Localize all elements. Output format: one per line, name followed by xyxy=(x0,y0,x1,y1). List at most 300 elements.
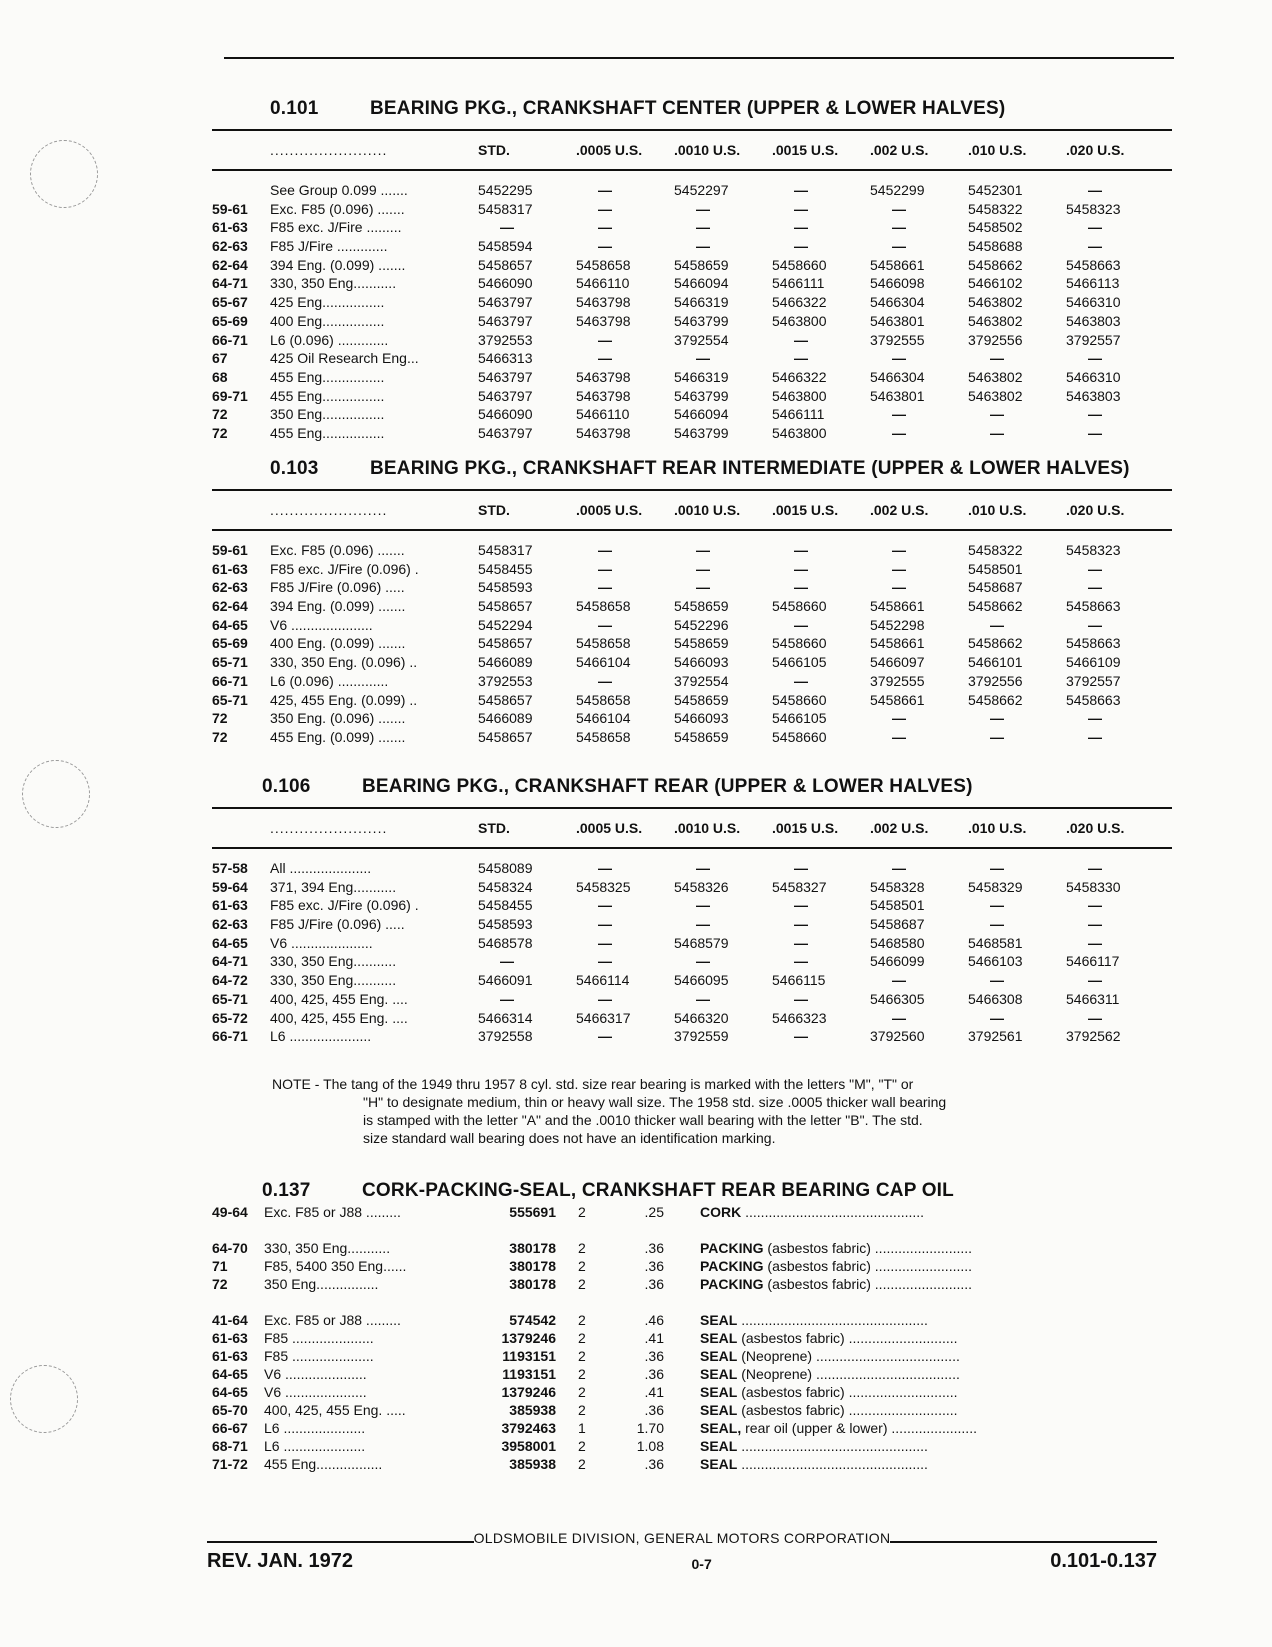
part-number-cell: 5463798 xyxy=(576,424,631,441)
part-number-cell: 5458662 xyxy=(968,635,1023,652)
table-row xyxy=(212,672,1172,691)
part-number-cell: 5466310 xyxy=(1066,294,1121,311)
price: .36 xyxy=(644,1258,664,1274)
part-number-cell: 3792557 xyxy=(1066,331,1121,348)
part-detail: (asbestos fabric) ............................ xyxy=(741,1330,958,1346)
application: 455 Eng. (0.099) ....... xyxy=(270,728,406,745)
application: 455 Eng................. xyxy=(264,1456,383,1472)
part-number: 380178 xyxy=(509,1240,556,1256)
part-number-cell: 5458502 xyxy=(968,219,1023,236)
table-row xyxy=(212,1009,1172,1028)
table-row xyxy=(212,331,1172,350)
model-years: 41-64 xyxy=(212,1312,248,1328)
price: .36 xyxy=(644,1456,664,1472)
part-number-cell: — xyxy=(598,616,612,633)
part-number-cell: 5458662 xyxy=(968,598,1023,615)
part-number-cell: — xyxy=(598,560,612,577)
section-number: 0.106 xyxy=(262,776,311,797)
part-number-cell: 5458659 xyxy=(674,256,729,273)
page-number: 0-7 xyxy=(691,1556,712,1572)
section-heading xyxy=(212,98,1172,119)
part-number-cell: 5466099 xyxy=(870,953,925,970)
table-row xyxy=(212,293,1172,312)
section-0-106 xyxy=(212,776,1172,1046)
part-number-cell: — xyxy=(794,897,808,914)
application: V6 ..................... xyxy=(270,616,373,633)
part-number-cell: — xyxy=(1088,238,1102,255)
part-number-cell: 3792555 xyxy=(870,672,925,689)
model-years: 64-65 xyxy=(212,1366,248,1382)
quantity: 2 xyxy=(578,1330,586,1346)
part-number-cell: — xyxy=(794,200,808,217)
part-number-cell: — xyxy=(598,542,612,558)
application: Exc. F85 (0.096) ....... xyxy=(270,542,405,558)
part-number-cell: 5466304 xyxy=(870,368,925,385)
model-years: 65-72 xyxy=(212,1009,248,1026)
part-number-cell: 5458329 xyxy=(968,878,1023,895)
parts-row xyxy=(212,1419,1172,1437)
model-years: 61-63 xyxy=(212,219,248,236)
part-number-cell: 5466090 xyxy=(478,275,533,292)
application: F85 ..................... xyxy=(264,1348,374,1364)
price: .46 xyxy=(644,1312,664,1328)
section-heading xyxy=(212,776,1172,797)
part-number-cell: 3792561 xyxy=(968,1028,1023,1045)
model-years: 61-63 xyxy=(212,560,248,577)
part-number-cell: 5466320 xyxy=(674,1009,729,1026)
application: 425 Oil Research Eng... xyxy=(270,350,419,367)
model-years: 65-70 xyxy=(212,1402,248,1418)
model-years: 65-71 xyxy=(212,990,248,1007)
parts-section-0-137 xyxy=(212,1180,1172,1473)
part-number-cell: 5466304 xyxy=(870,294,925,311)
part-number-cell: — xyxy=(1088,219,1102,236)
column-header: .010 U.S. xyxy=(968,502,1027,518)
part-number-cell: — xyxy=(990,350,1004,367)
part-number-cell: — xyxy=(892,406,906,423)
table-row xyxy=(212,616,1172,635)
column-header: .002 U.S. xyxy=(870,142,929,158)
part-number-cell: 5458659 xyxy=(674,691,729,708)
parts-row xyxy=(212,1329,1172,1347)
part-number-cell: 5466091 xyxy=(478,972,533,989)
model-years: 65-69 xyxy=(212,635,248,652)
note-line: NOTE - The tang of the 1949 thru 1957 8 cyl. std. size rear bearing is marked with the letters "M", "T" or xyxy=(272,1076,914,1092)
table-row xyxy=(212,181,1172,200)
part-number-cell: 5458089 xyxy=(478,860,533,876)
part-number-cell: — xyxy=(696,560,710,577)
application: 394 Eng. (0.099) ....... xyxy=(270,256,406,273)
table-row xyxy=(212,312,1172,331)
price: .36 xyxy=(644,1348,664,1364)
table-row xyxy=(212,728,1172,747)
part-number-cell: 5458660 xyxy=(772,598,827,615)
part-description xyxy=(700,1275,1170,1293)
part-name: PACKING xyxy=(700,1276,764,1292)
part-number-cell: — xyxy=(990,1009,1004,1026)
parts-row xyxy=(212,1311,1172,1329)
model-years: 72 xyxy=(212,710,228,727)
header-leader-dots: ........................ xyxy=(270,820,388,836)
table-row xyxy=(212,256,1172,275)
part-number-cell: 5458325 xyxy=(576,878,631,895)
model-years: 61-63 xyxy=(212,897,248,914)
part-number-cell: — xyxy=(794,182,808,198)
part-number-cell: 5458657 xyxy=(478,635,533,652)
part-number-cell: 5466098 xyxy=(870,275,925,292)
bearing-note xyxy=(272,1075,1152,1147)
part-number-cell: 5466102 xyxy=(968,275,1023,292)
part-number-cell: — xyxy=(1088,916,1102,933)
group-spacer xyxy=(212,1293,1172,1311)
part-detail: (asbestos fabric) ......................... xyxy=(767,1258,973,1274)
application: Exc. F85 or J88 ......... xyxy=(264,1312,401,1328)
part-detail: ................................................ xyxy=(741,1456,928,1472)
table-row xyxy=(212,990,1172,1009)
model-years: 62-64 xyxy=(212,598,248,615)
model-years: 66-71 xyxy=(212,1028,248,1045)
part-number-cell: 5468580 xyxy=(870,934,925,951)
part-number-cell: 5466109 xyxy=(1066,654,1121,671)
table-row xyxy=(212,896,1172,915)
part-number-cell: — xyxy=(500,953,514,970)
column-header: .002 U.S. xyxy=(870,502,929,518)
top-rule xyxy=(224,57,1174,59)
footer-company: OLDSMOBILE DIVISION, GENERAL MOTORS CORPORATION xyxy=(473,1530,891,1546)
table-row xyxy=(212,368,1172,387)
part-number-cell: 5463802 xyxy=(968,312,1023,329)
table-row xyxy=(212,709,1172,728)
column-header: STD. xyxy=(478,502,510,518)
part-number-cell: — xyxy=(794,331,808,348)
part-number-cell: — xyxy=(990,424,1004,441)
application: L6 (0.096) ............. xyxy=(270,672,389,689)
part-number-cell: 5458687 xyxy=(968,579,1023,596)
part-number-cell: 5458317 xyxy=(478,542,533,558)
part-number-cell: — xyxy=(990,406,1004,423)
part-number-cell: — xyxy=(892,728,906,745)
application: 330, 350 Eng........... xyxy=(270,275,397,292)
model-years: 68-71 xyxy=(212,1438,248,1454)
part-number: 574542 xyxy=(509,1312,556,1328)
part-number-cell: 5466114 xyxy=(576,972,630,989)
part-number-cell: 5458687 xyxy=(870,916,925,933)
part-number-cell: 5452296 xyxy=(674,616,729,633)
parts-list xyxy=(212,1203,1172,1473)
application: L6 (0.096) ............. xyxy=(270,331,389,348)
part-description xyxy=(700,1329,1170,1347)
model-years: 65-69 xyxy=(212,312,248,329)
table-row xyxy=(212,878,1172,897)
model-years: 69-71 xyxy=(212,387,248,404)
part-number-cell: — xyxy=(500,219,514,236)
application: Exc. F85 (0.096) ....... xyxy=(270,200,405,217)
model-years: 72 xyxy=(212,728,228,745)
application: 425 Eng................ xyxy=(270,294,385,311)
part-number-cell: — xyxy=(794,616,808,633)
section-0-101 xyxy=(212,98,1172,443)
part-number-cell: — xyxy=(892,542,906,558)
part-number-cell: 5466313 xyxy=(478,350,533,367)
part-name: SEAL xyxy=(700,1456,738,1472)
part-name: SEAL xyxy=(700,1438,738,1454)
part-number-cell: 5463800 xyxy=(772,387,827,404)
model-years: 59-61 xyxy=(212,542,248,558)
part-number-cell: 5458658 xyxy=(576,635,631,652)
column-header: .0010 U.S. xyxy=(674,142,741,158)
price: .36 xyxy=(644,1240,664,1256)
binder-hole xyxy=(30,140,98,208)
part-number-cell: 5463802 xyxy=(968,368,1023,385)
quantity: 2 xyxy=(578,1312,586,1328)
part-number-cell: 5452299 xyxy=(870,182,925,198)
model-years: 64-65 xyxy=(212,1384,248,1400)
part-number-cell: 5468581 xyxy=(968,934,1023,951)
quantity: 2 xyxy=(578,1276,586,1292)
part-number: 1379246 xyxy=(501,1384,556,1400)
table-row xyxy=(212,387,1172,406)
price: .41 xyxy=(644,1330,664,1346)
part-number-cell: 5466094 xyxy=(674,275,729,292)
part-number-cell: — xyxy=(598,916,612,933)
application: L6 ..................... xyxy=(264,1420,366,1436)
quantity: 2 xyxy=(578,1402,586,1418)
part-description xyxy=(700,1437,1170,1455)
application: 455 Eng................ xyxy=(270,424,385,441)
section-title: BEARING PKG., CRANKSHAFT REAR (UPPER & LOWER HALVES) xyxy=(362,776,973,797)
application: 400, 425, 455 Eng. .... xyxy=(270,1009,408,1026)
column-header: .020 U.S. xyxy=(1066,502,1125,518)
part-number-cell: — xyxy=(1088,560,1102,577)
application: See Group 0.099 ....... xyxy=(270,182,408,198)
part-number: 1193151 xyxy=(502,1366,556,1382)
part-number-cell: 5466311 xyxy=(1066,990,1120,1007)
part-number-cell: 5466117 xyxy=(1066,953,1120,970)
part-number-cell: — xyxy=(794,1028,808,1045)
part-number-cell: — xyxy=(990,728,1004,745)
header-leader-dots: ........................ xyxy=(270,142,388,158)
application: 455 Eng................ xyxy=(270,387,385,404)
model-years: 64-70 xyxy=(212,1240,248,1256)
part-number-cell: — xyxy=(892,350,906,367)
note-line: "H" to designate medium, thin or heavy wall size. The 1958 std. size .0005 thicker wall bearing xyxy=(363,1094,947,1110)
part-number-cell: 5466310 xyxy=(1066,368,1121,385)
footer-rule-left xyxy=(207,1541,474,1543)
part-description xyxy=(700,1401,1170,1419)
part-number-cell: — xyxy=(696,542,710,558)
part-number: 1193151 xyxy=(502,1348,556,1364)
part-number-cell: 5466089 xyxy=(478,710,533,727)
part-number-cell: — xyxy=(598,897,612,914)
price: 1.70 xyxy=(636,1420,664,1436)
part-number-cell: 5458593 xyxy=(478,579,533,596)
part-description xyxy=(700,1347,1170,1365)
part-number-cell: 5466094 xyxy=(674,406,729,423)
part-number-cell: 5458661 xyxy=(870,598,925,615)
price: .36 xyxy=(644,1402,664,1418)
parts-row xyxy=(212,1275,1172,1293)
part-number: 385938 xyxy=(509,1456,556,1472)
part-detail: (Neoprene) ..................................... xyxy=(741,1348,960,1364)
part-name: SEAL xyxy=(700,1312,738,1328)
section-number: 0.101 xyxy=(270,98,319,119)
parts-row xyxy=(212,1365,1172,1383)
part-number-cell: 5463797 xyxy=(478,312,533,329)
application: F85, 5400 350 Eng...... xyxy=(264,1258,407,1274)
price: .36 xyxy=(644,1276,664,1292)
application: 425, 455 Eng. (0.099) .. xyxy=(270,691,418,708)
part-name: SEAL xyxy=(700,1402,738,1418)
part-number-cell: — xyxy=(1088,897,1102,914)
part-number-cell: 5463798 xyxy=(576,312,631,329)
parts-row xyxy=(212,1401,1172,1419)
part-number-cell: — xyxy=(794,990,808,1007)
column-header: .020 U.S. xyxy=(1066,142,1125,158)
part-number-cell: — xyxy=(598,1028,612,1045)
section-number: 0.103 xyxy=(270,458,319,479)
application: F85 J/Fire (0.096) ..... xyxy=(270,579,405,596)
section-0-103 xyxy=(212,458,1172,747)
part-number-cell: 5463800 xyxy=(772,312,827,329)
part-number-cell: 5458663 xyxy=(1066,598,1121,615)
part-detail: ................................................ xyxy=(741,1438,928,1454)
part-detail: (asbestos fabric) ............................ xyxy=(741,1384,958,1400)
model-years: 62-64 xyxy=(212,256,248,273)
table-row xyxy=(212,634,1172,653)
price: .36 xyxy=(644,1366,664,1382)
part-number-cell: 5463799 xyxy=(674,424,729,441)
parts-row xyxy=(212,1203,1172,1221)
quantity: 2 xyxy=(578,1258,586,1274)
part-number-cell: 5466115 xyxy=(772,972,826,989)
part-name: SEAL xyxy=(700,1366,738,1382)
quantity: 2 xyxy=(578,1384,586,1400)
part-number-cell: — xyxy=(598,579,612,596)
table-row xyxy=(212,424,1172,443)
application: F85 exc. J/Fire ......... xyxy=(270,219,402,236)
quantity: 2 xyxy=(578,1348,586,1364)
column-header: STD. xyxy=(478,820,510,836)
model-years: 62-63 xyxy=(212,916,248,933)
part-number-cell: 5458323 xyxy=(1066,542,1121,558)
part-number-cell: — xyxy=(794,953,808,970)
part-number: 555691 xyxy=(509,1204,556,1220)
parts-row xyxy=(212,1383,1172,1401)
application: V6 ..................... xyxy=(270,934,373,951)
part-number-cell: — xyxy=(990,972,1004,989)
table-row xyxy=(212,597,1172,616)
part-number-cell: — xyxy=(892,219,906,236)
parts-row xyxy=(212,1437,1172,1455)
part-number-cell: 5458322 xyxy=(968,542,1023,558)
part-number-cell: — xyxy=(1088,406,1102,423)
application: Exc. F85 or J88 ......... xyxy=(264,1204,401,1220)
part-number: 3792463 xyxy=(501,1420,556,1436)
model-years: 64-71 xyxy=(212,953,248,970)
part-number-cell: — xyxy=(892,860,906,876)
model-years: 66-71 xyxy=(212,672,248,689)
part-number-cell: 5458661 xyxy=(870,256,925,273)
part-number-cell: 5463797 xyxy=(478,424,533,441)
part-number-cell: 5466111 xyxy=(772,406,825,423)
part-number-cell: — xyxy=(892,972,906,989)
part-number-cell: 3792554 xyxy=(674,672,729,689)
model-years: 49-64 xyxy=(212,1204,248,1220)
part-number-cell: — xyxy=(1088,350,1102,367)
parts-row xyxy=(212,1257,1172,1275)
table-row xyxy=(212,859,1172,878)
part-number: 3958001 xyxy=(501,1438,556,1454)
part-number-cell: 5458659 xyxy=(674,635,729,652)
part-number-cell: 5458688 xyxy=(968,238,1023,255)
table-row xyxy=(212,274,1172,293)
model-years: 62-63 xyxy=(212,238,248,255)
part-number-cell: — xyxy=(892,238,906,255)
table-row xyxy=(212,541,1172,560)
part-description xyxy=(700,1455,1170,1473)
part-number-cell: 5463799 xyxy=(674,387,729,404)
part-number-cell: — xyxy=(598,934,612,951)
part-number-cell: — xyxy=(500,990,514,1007)
part-number-cell: 5452295 xyxy=(478,182,533,198)
application: V6 ..................... xyxy=(264,1366,367,1382)
part-name: CORK xyxy=(700,1204,742,1220)
part-number-cell: 5463798 xyxy=(576,294,631,311)
section-title: CORK-PACKING-SEAL, CRANKSHAFT REAR BEARING CAP OIL xyxy=(362,1180,954,1201)
part-number-cell: 5466104 xyxy=(576,654,631,671)
note-line: is stamped with the letter "A" and the .0010 thicker wall bearing with the letter "B". The std. xyxy=(363,1112,923,1128)
part-number-cell: — xyxy=(696,916,710,933)
part-number-cell: 5463802 xyxy=(968,387,1023,404)
model-years: 65-71 xyxy=(212,654,248,671)
part-number-cell: — xyxy=(794,934,808,951)
part-number-cell: 5458661 xyxy=(870,635,925,652)
application: F85 exc. J/Fire (0.096) . xyxy=(270,560,419,577)
part-number-cell: 5458660 xyxy=(772,256,827,273)
part-number-cell: 3792557 xyxy=(1066,672,1121,689)
table-header xyxy=(212,129,1172,171)
part-number-cell: — xyxy=(598,860,612,876)
part-number-cell: 5458501 xyxy=(968,560,1023,577)
table-row xyxy=(212,578,1172,597)
part-number-cell: — xyxy=(794,560,808,577)
part-number-cell: 5458657 xyxy=(478,256,533,273)
part-number-cell: 5463800 xyxy=(772,424,827,441)
column-header: .0005 U.S. xyxy=(576,142,643,158)
model-years: 65-67 xyxy=(212,294,248,311)
part-number-cell: — xyxy=(598,990,612,1007)
application: All ..................... xyxy=(270,860,372,876)
section-title: BEARING PKG., CRANKSHAFT REAR INTERMEDIATE (UPPER & LOWER HALVES) xyxy=(370,458,1130,479)
part-number-cell: — xyxy=(794,860,808,876)
model-years: 66-67 xyxy=(212,1420,248,1436)
part-description xyxy=(700,1203,1170,1221)
part-number-cell: 3792554 xyxy=(674,331,729,348)
model-years: 61-63 xyxy=(212,1330,248,1346)
part-number-cell: — xyxy=(892,200,906,217)
part-number-cell: 5466095 xyxy=(674,972,729,989)
part-number-cell: — xyxy=(794,542,808,558)
part-name: SEAL xyxy=(700,1384,738,1400)
part-number-cell: 5458501 xyxy=(870,897,925,914)
part-detail: (Neoprene) ..................................... xyxy=(741,1366,960,1382)
part-description xyxy=(700,1383,1170,1401)
part-name: SEAL xyxy=(700,1348,738,1364)
part-detail: rear oil (upper & lower) ...................... xyxy=(745,1420,977,1436)
part-number-cell: — xyxy=(696,579,710,596)
quantity: 1 xyxy=(578,1420,586,1436)
part-number-cell: 5463802 xyxy=(968,294,1023,311)
